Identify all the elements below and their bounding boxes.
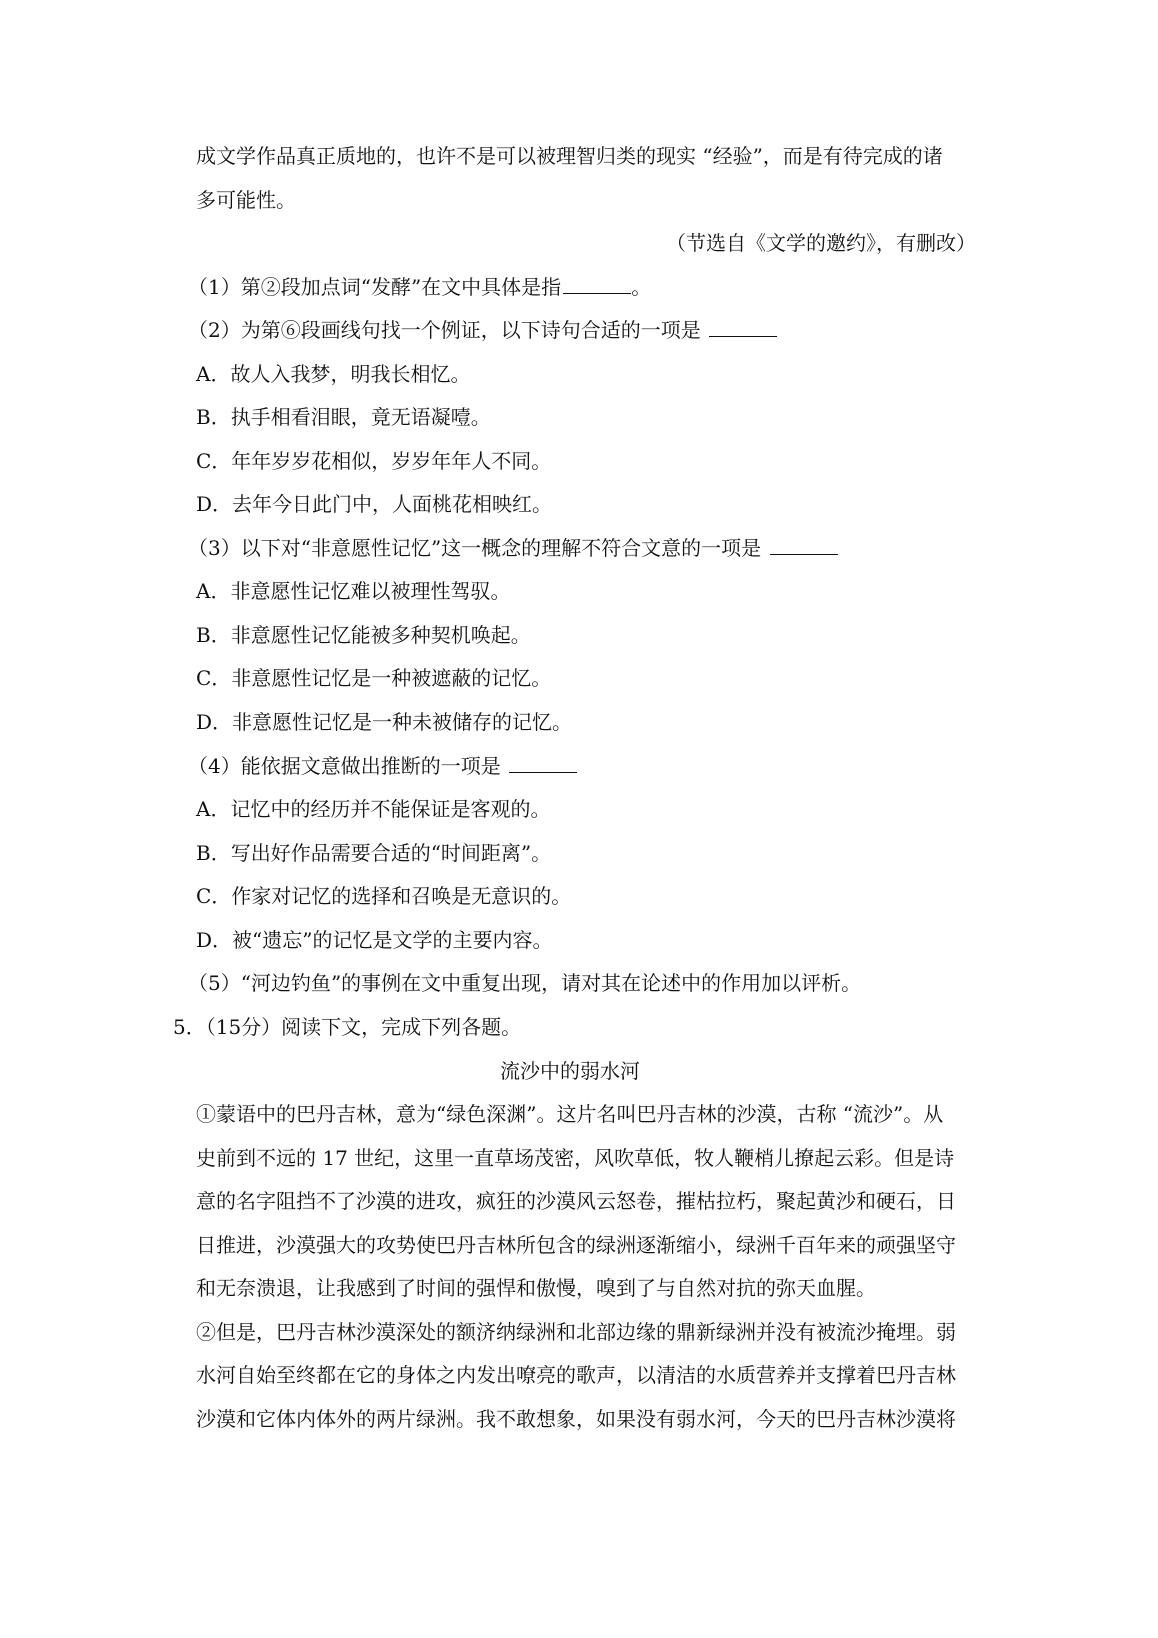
question-3 — [188, 534, 838, 562]
source-citation: （节选自《文学的邀约》，有删改） — [666, 231, 976, 255]
section-5-header: 5．（15分）阅读下文，完成下列各题。 — [173, 1015, 522, 1039]
paragraph-1-line: 和无奈溃退，让我感到了时间的强悍和傲慢，嗅到了与自然对抗的弥天血腥。 — [196, 1276, 876, 1300]
paragraph-1-line: ①蒙语中的巴丹吉林，意为“绿色深渊”。这片名叫巴丹吉林的沙漠，古称 “流沙”。从 — [196, 1102, 944, 1126]
question-1-end: 。 — [631, 275, 652, 299]
question-2-stem: （2）为第⑥段画线句找一个例证，以下诗句合适的一项是 — [188, 318, 708, 342]
paragraph-1-line: 日推进，沙漠强大的攻势使巴丹吉林所包含的绿洲逐渐缩小，绿洲千百年来的顽强坚守 — [196, 1233, 956, 1257]
question-1 — [188, 273, 651, 301]
paragraph-2-line: 沙漠和它体内体外的两片绿洲。我不敢想象，如果没有弱水河，今天的巴丹吉林沙漠将 — [196, 1407, 956, 1431]
option-b: B．写出好作品需要合适的“时间距离”。 — [196, 841, 552, 865]
option-b: B．非意愿性记忆能被多种契机唤起。 — [196, 623, 531, 647]
option-a: A．记忆中的经历并不能保证是客观的。 — [196, 797, 551, 821]
option-c: C．非意愿性记忆是一种被遮蔽的记忆。 — [196, 666, 552, 690]
answer-blank — [770, 536, 838, 555]
passage-title: 流沙中的弱水河 — [500, 1059, 640, 1083]
paragraph-2-line: ②但是，巴丹吉林沙漠深处的额济纳绿洲和北部边缘的鼎新绿洲并没有被流沙掩埋。弱 — [196, 1320, 956, 1344]
question-1-stem: （1）第②段加点词“发酵”在文中具体是指 — [188, 275, 562, 299]
answer-blank — [563, 275, 631, 294]
option-a: A．故人入我梦，明我长相忆。 — [196, 362, 471, 386]
answer-blank — [509, 754, 577, 773]
question-5: （5）“河边钓鱼”的事例在文中重复出现，请对其在论述中的作用加以评析。 — [188, 971, 862, 995]
option-c: C．作家对记忆的选择和召唤是无意识的。 — [196, 884, 572, 908]
question-2 — [188, 316, 777, 344]
paragraph-1-line: 意的名字阻挡不了沙漠的进攻，疯狂的沙漠风云怒卷，摧枯拉朽，聚起黄沙和硬石，日 — [196, 1189, 956, 1213]
passage-line: 成文学作品真正质地的，也许不是可以被理智归类的现实 “经验”，而是有待完成的诸 — [196, 144, 943, 168]
question-4-stem: （4）能依据文意做出推断的一项是 — [188, 754, 508, 778]
answer-blank — [709, 318, 777, 337]
passage-line: 多可能性。 — [196, 188, 296, 212]
option-b: B．执手相看泪眼，竟无语凝噎。 — [196, 405, 491, 429]
option-c: C．年年岁岁花相似，岁岁年年人不同。 — [196, 449, 552, 473]
option-d: D．被“遗忘”的记忆是文学的主要内容。 — [196, 928, 553, 952]
question-3-stem: （3）以下对“非意愿性记忆”这一概念的理解不符合文意的一项是 — [188, 536, 768, 560]
option-d: D．去年今日此门中，人面桃花相映红。 — [196, 492, 553, 516]
option-a: A．非意愿性记忆难以被理性驾驭。 — [196, 579, 511, 603]
question-4 — [188, 752, 577, 780]
paragraph-1-line: 史前到不远的 17 世纪，这里一直草场茂密，风吹草低，牧人鞭梢儿撩起云彩。但是诗 — [196, 1146, 955, 1170]
option-d: D．非意愿性记忆是一种未被储存的记忆。 — [196, 710, 573, 734]
paragraph-2-line: 水河自始至终都在它的身体之内发出嘹亮的歌声，以清洁的水质营养并支撑着巴丹吉林 — [196, 1363, 956, 1387]
